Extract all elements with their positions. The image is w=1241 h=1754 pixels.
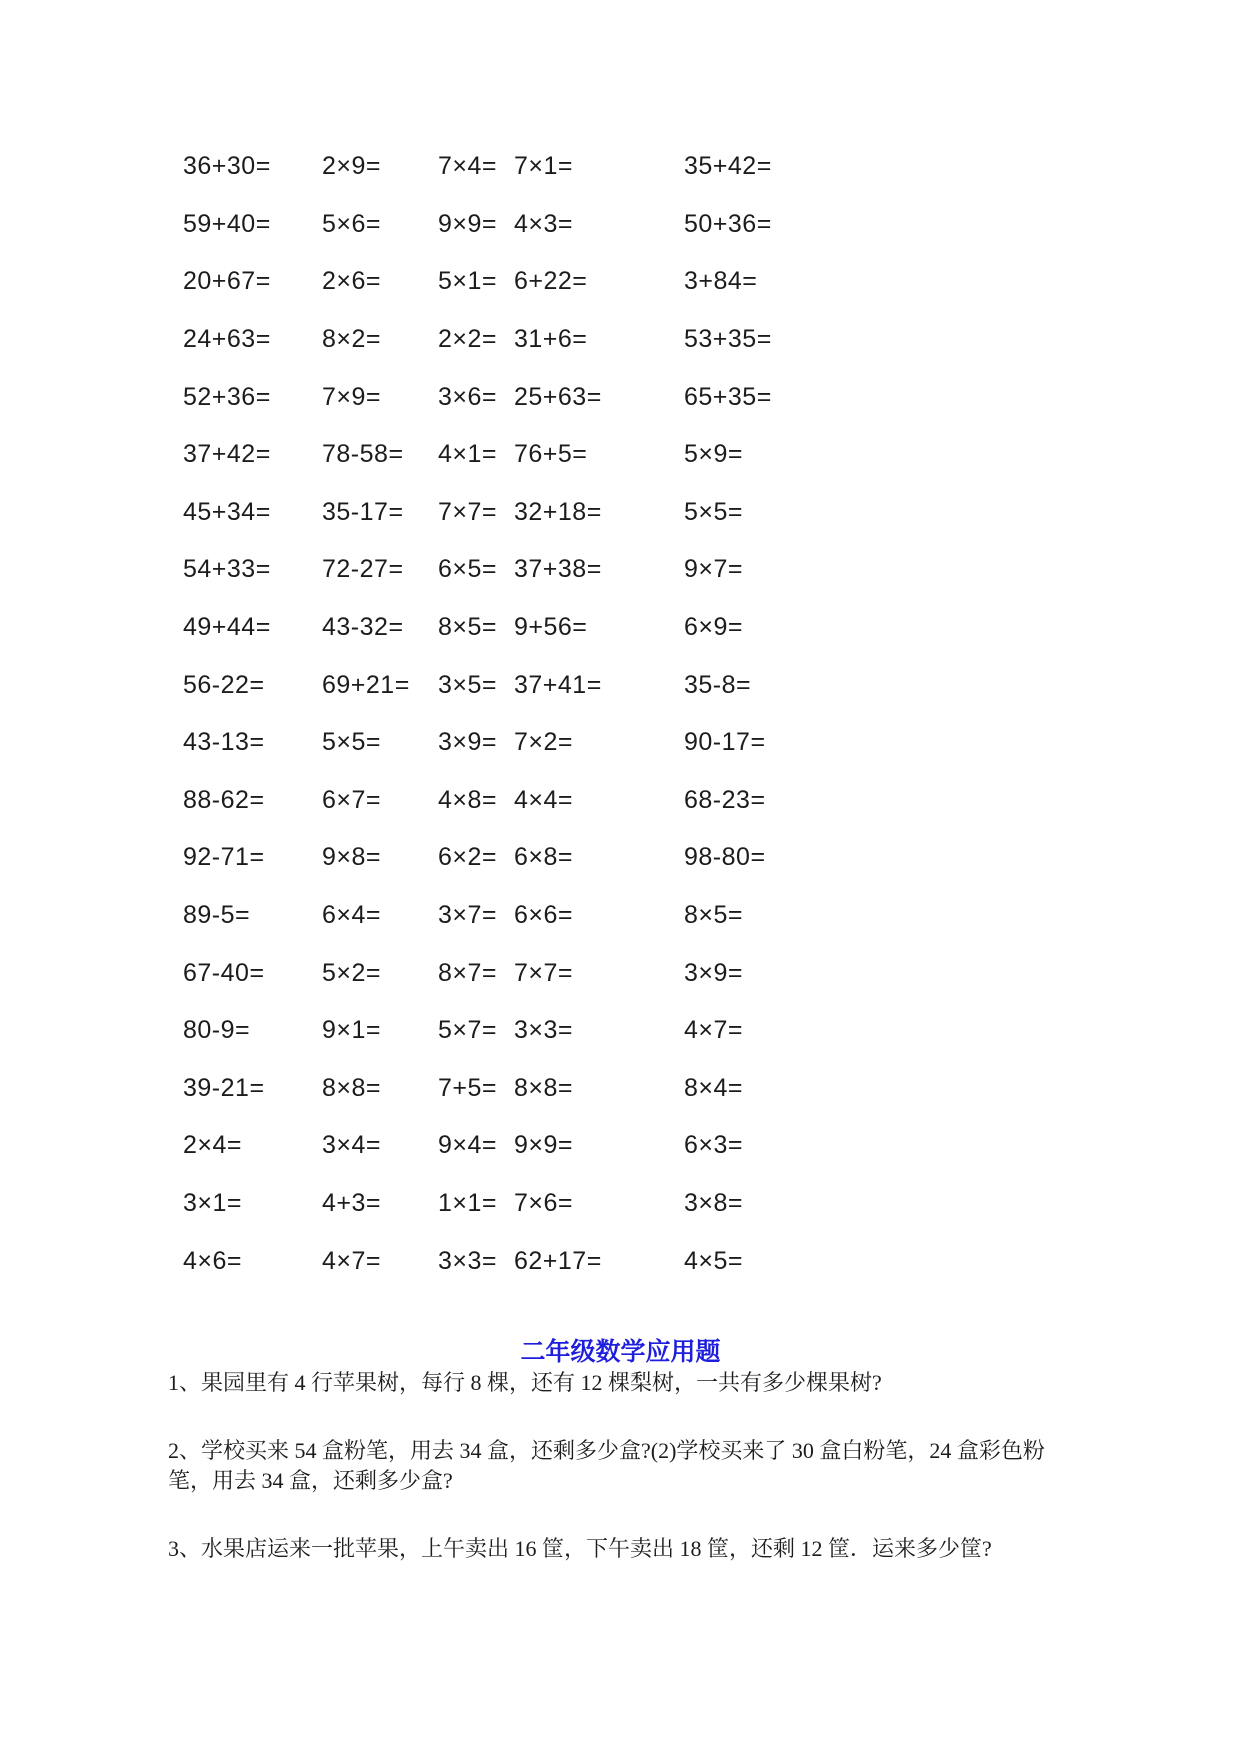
math-problem: 68-23=	[684, 785, 766, 814]
math-row	[183, 138, 1183, 196]
math-problem: 54+33=	[183, 555, 271, 584]
math-problem: 3+84=	[684, 267, 758, 296]
math-problem: 5×9=	[684, 440, 744, 469]
math-row	[183, 311, 1183, 369]
math-problem: 24+63=	[183, 325, 271, 354]
math-problem: 3×6=	[438, 382, 498, 411]
math-problem: 37+42=	[183, 440, 271, 469]
math-problem: 25+63=	[514, 382, 602, 411]
math-problem: 8×5=	[438, 613, 498, 642]
math-problem: 78-58=	[322, 440, 404, 469]
math-row	[183, 772, 1183, 830]
math-problem: 37+41=	[514, 670, 602, 699]
math-problem: 98-80=	[684, 843, 766, 872]
math-problem: 9×7=	[684, 555, 744, 584]
math-problem: 6+22=	[514, 267, 588, 296]
math-problem: 5×1=	[438, 267, 498, 296]
math-row	[183, 253, 1183, 311]
math-problem: 45+34=	[183, 497, 271, 526]
math-problem: 9×4=	[438, 1131, 498, 1160]
math-problem: 59+40=	[183, 209, 271, 238]
math-problem: 43-13=	[183, 728, 265, 757]
math-problem: 6×2=	[438, 843, 498, 872]
math-row	[183, 1002, 1183, 1060]
math-problem: 4×4=	[514, 785, 574, 814]
math-problem: 8×8=	[514, 1073, 574, 1102]
math-problem: 4×3=	[514, 209, 574, 238]
math-problem: 9×9=	[438, 209, 498, 238]
math-problem: 3×3=	[438, 1246, 498, 1275]
math-row	[183, 714, 1183, 772]
math-problem: 65+35=	[684, 382, 772, 411]
math-problem: 56-22=	[183, 670, 265, 699]
math-problem: 7×7=	[438, 497, 498, 526]
math-problem: 43-32=	[322, 613, 404, 642]
word-problems-title: 二年级数学应用题	[520, 1338, 721, 1366]
math-problem: 52+36=	[183, 382, 271, 411]
word-problem: 1、果园里有 4 行苹果树，每行 8 棵，还有 12 棵梨树，一共有多少棵果树?	[168, 1370, 882, 1395]
math-row	[183, 541, 1183, 599]
math-problem: 3×4=	[322, 1131, 382, 1160]
math-problem: 5×7=	[438, 1016, 498, 1045]
math-row	[183, 829, 1183, 887]
math-problem: 5×2=	[322, 958, 382, 987]
math-problem: 8×7=	[438, 958, 498, 987]
math-problem: 3×7=	[438, 901, 498, 930]
math-problem: 39-21=	[183, 1073, 265, 1102]
word-problem: 2、学校买来 54 盒粉笔，用去 34 盒，还剩多少盒?(2)学校买来了 30 盒白粉笔，24 盒彩色粉笔，用去 34 盒，还剩多少盒?	[168, 1438, 1045, 1493]
math-problem: 6×9=	[684, 613, 744, 642]
math-problem: 7×9=	[322, 382, 382, 411]
math-problem: 67-40=	[183, 958, 265, 987]
math-row	[183, 599, 1183, 657]
math-problem: 8×8=	[322, 1073, 382, 1102]
math-problem: 4×7=	[322, 1246, 382, 1275]
math-problem: 89-5=	[183, 901, 251, 930]
math-problem: 7+5=	[438, 1073, 498, 1102]
math-problem: 5×6=	[322, 209, 382, 238]
math-problem: 7×4=	[438, 152, 498, 181]
math-problem: 35+42=	[684, 152, 772, 181]
math-problem: 1×1=	[438, 1188, 498, 1217]
math-problem: 62+17=	[514, 1246, 602, 1275]
math-row	[183, 656, 1183, 714]
math-problem: 49+44=	[183, 613, 271, 642]
math-grid	[183, 138, 1183, 1290]
math-problem: 4×5=	[684, 1246, 744, 1275]
math-problem: 37+38=	[514, 555, 602, 584]
math-problem: 76+5=	[514, 440, 588, 469]
math-problem: 31+6=	[514, 325, 588, 354]
math-problem: 3×8=	[684, 1188, 744, 1217]
word-problem: 3、水果店运来一批苹果，上午卖出 16 筐，下午卖出 18 筐，还剩 12 筐．运来多少筐?	[168, 1536, 992, 1561]
math-row	[183, 944, 1183, 1002]
math-problem: 9×1=	[322, 1016, 382, 1045]
math-problem: 6×6=	[514, 901, 574, 930]
math-row	[183, 1060, 1183, 1118]
math-problem: 9×9=	[514, 1131, 574, 1160]
math-problem: 2×4=	[183, 1131, 243, 1160]
math-row	[183, 1117, 1183, 1175]
math-problem: 35-17=	[322, 497, 404, 526]
math-problem: 35-8=	[684, 670, 752, 699]
math-problem: 92-71=	[183, 843, 265, 872]
math-problem: 3×3=	[514, 1016, 574, 1045]
math-row	[183, 1232, 1183, 1290]
math-problem: 4×7=	[684, 1016, 744, 1045]
math-row	[183, 484, 1183, 542]
math-problem: 4+3=	[322, 1188, 382, 1217]
math-problem: 88-62=	[183, 785, 265, 814]
math-row	[183, 426, 1183, 484]
math-problem: 3×5=	[438, 670, 498, 699]
math-problem: 6×4=	[322, 901, 382, 930]
math-row	[183, 887, 1183, 945]
math-problem: 9+56=	[514, 613, 588, 642]
math-problem: 2×2=	[438, 325, 498, 354]
math-problem: 7×2=	[514, 728, 574, 757]
math-problem: 7×7=	[514, 958, 574, 987]
math-problem: 2×9=	[322, 152, 382, 181]
math-problem: 32+18=	[514, 497, 602, 526]
math-problem: 53+35=	[684, 325, 772, 354]
math-problem: 9×8=	[322, 843, 382, 872]
math-problem: 6×5=	[438, 555, 498, 584]
math-problem: 7×1=	[514, 152, 574, 181]
math-problem: 4×1=	[438, 440, 498, 469]
math-problem: 36+30=	[183, 152, 271, 181]
math-row	[183, 368, 1183, 426]
math-problem: 50+36=	[684, 209, 772, 238]
math-problem: 5×5=	[322, 728, 382, 757]
math-problem: 6×7=	[322, 785, 382, 814]
math-problem: 72-27=	[322, 555, 404, 584]
math-problem: 3×9=	[684, 958, 744, 987]
math-problem: 4×6=	[183, 1246, 243, 1275]
math-problem: 8×2=	[322, 325, 382, 354]
math-problem: 6×3=	[684, 1131, 744, 1160]
math-problem: 3×1=	[183, 1188, 243, 1217]
math-problem: 5×5=	[684, 497, 744, 526]
math-problem: 3×9=	[438, 728, 498, 757]
math-problem: 2×6=	[322, 267, 382, 296]
math-problem: 7×6=	[514, 1188, 574, 1217]
math-problem: 8×5=	[684, 901, 744, 930]
math-problem: 80-9=	[183, 1016, 251, 1045]
math-problem: 4×8=	[438, 785, 498, 814]
math-row	[183, 1175, 1183, 1233]
word-problems	[168, 1368, 1078, 1602]
math-problem: 69+21=	[322, 670, 410, 699]
math-problem: 6×8=	[514, 843, 574, 872]
math-problem: 8×4=	[684, 1073, 744, 1102]
math-row	[183, 196, 1183, 254]
math-problem: 20+67=	[183, 267, 271, 296]
math-problem: 90-17=	[684, 728, 766, 757]
